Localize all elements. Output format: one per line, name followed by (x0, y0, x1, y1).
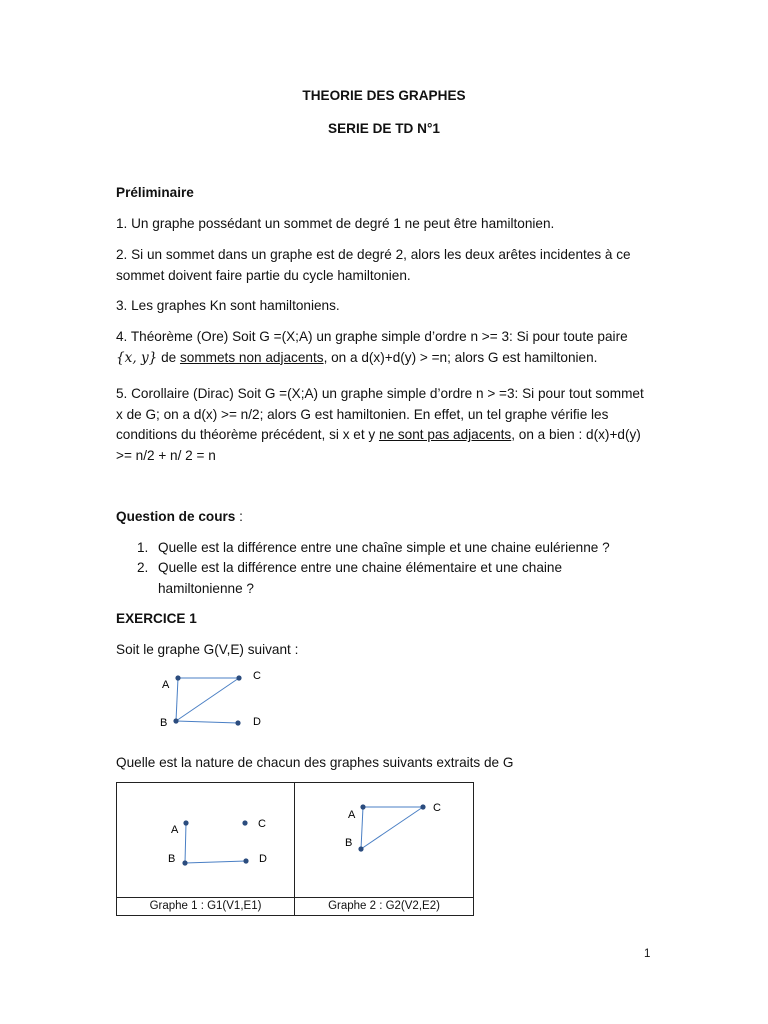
graph-1-cell (117, 783, 295, 898)
preliminaire-item-1: 1. Un graphe possédant un sommet de degré 1 ne peut être hamiltonien. (116, 216, 555, 231)
edge-b-d (176, 721, 238, 723)
subgraphs-table (116, 782, 474, 916)
edge-c-b (176, 678, 239, 721)
de-text: de (157, 349, 180, 365)
label-c: C (253, 670, 261, 682)
g1-edge-b-d (185, 861, 246, 863)
dirac-start: 5. Corollaire (Dirac) Soit G =(X;A) un graphe simple d’ordre n > =3: Si pour tout sommet x de G; on a d(x) >= n/2; alors G est hamiltonien. En effet, un tel graphe vérifie les conditions du théorème précédent, si x et y (116, 386, 644, 442)
preliminaire-item-5 (116, 384, 648, 466)
document-title: THEORIE DES GRAPHES (302, 88, 466, 103)
g2-vertex-c (420, 804, 425, 809)
label-a: A (162, 679, 170, 691)
vertex-d (235, 720, 240, 725)
ore-theorem-line: 4. Théorème (Ore) Soit G =(X;A) un graphe simple d’ordre n >= 3: Si pour toute paire (116, 329, 628, 344)
question-item-2-text: Quelle est la différence entre une chaine élémentaire et une chaine hamiltonienne ? (158, 560, 563, 596)
g2-edge-a-b (361, 807, 363, 849)
non-adjacent-underlined: sommets non adjacents (179, 349, 324, 365)
g2-vertex-b (358, 846, 363, 851)
ore-theorem-rest: , on a d(x)+d(y) > =n; alors G est hamiltonien. (323, 349, 598, 365)
g1-vertex-d (243, 858, 248, 863)
vertex-a (175, 675, 180, 680)
vertex-c (236, 675, 241, 680)
page-number: 1 (644, 948, 651, 960)
question-item-1-text: Quelle est la différence entre une chaîne simple et une chaine eulérienne ? (158, 540, 610, 555)
question-item-2 (137, 558, 647, 596)
g2-edge-c-b (361, 807, 423, 849)
question-cours-heading (116, 507, 648, 528)
label-d: D (253, 716, 261, 728)
graph-2-cell (295, 783, 474, 898)
document-subtitle: SERIE DE TD N°1 (328, 121, 440, 136)
graph-1-caption: Graphe 1 : G1(V1,E1) (117, 898, 295, 916)
question-cours-label: Question de cours (116, 509, 236, 524)
edge-a-b (176, 678, 178, 721)
g1-label-c: C (258, 818, 266, 830)
preliminaire-heading: Préliminaire (116, 185, 194, 200)
graph-1 (117, 783, 294, 897)
g2-label-b: B (345, 837, 353, 849)
g1-vertex-c (242, 820, 247, 825)
pair-xy-math: {x, y} (116, 349, 158, 366)
g1-vertex-b (182, 860, 187, 865)
dirac-end: , on a bien : d(x)+d(y) >= n/2 + n/ 2 = n (116, 427, 641, 463)
exercice-1-heading: EXERCICE 1 (116, 611, 197, 626)
g2-vertex-a (360, 804, 365, 809)
preliminaire-item-2: 2. Si un sommet dans un graphe est de degré 2, alors les deux arêtes incidentes à ce sommet doivent faire partie du cycle hamiltonien. (116, 247, 631, 283)
g1-edge-a-b (185, 823, 186, 863)
graph-g (150, 664, 280, 734)
preliminaire-item-4 (116, 327, 648, 368)
g2-label-c: C (433, 802, 441, 814)
question-item-1-num: 1. (137, 540, 149, 555)
g1-label-b: B (168, 853, 176, 865)
not-adjacent-underlined: ne sont pas adjacents (378, 427, 512, 442)
g1-vertex-a (183, 820, 188, 825)
preliminaire-item-3: 3. Les graphes Kn sont hamiltoniens. (116, 298, 340, 313)
question-item-2-num: 2. (137, 560, 149, 575)
g2-label-a: A (348, 809, 356, 821)
label-b: B (160, 717, 168, 729)
exercice-1-intro: Soit le graphe G(V,E) suivant : (116, 642, 299, 657)
graph-2 (295, 783, 473, 897)
g1-label-d: D (259, 853, 267, 865)
question-item-1 (137, 538, 647, 559)
graph-2-caption: Graphe 2 : G2(V2,E2) (295, 898, 474, 916)
exercice-1-question: Quelle est la nature de chacun des graphes suivants extraits de G (116, 755, 514, 770)
vertex-b (173, 718, 178, 723)
question-cours-colon: : (235, 509, 243, 524)
g1-label-a: A (171, 824, 179, 836)
